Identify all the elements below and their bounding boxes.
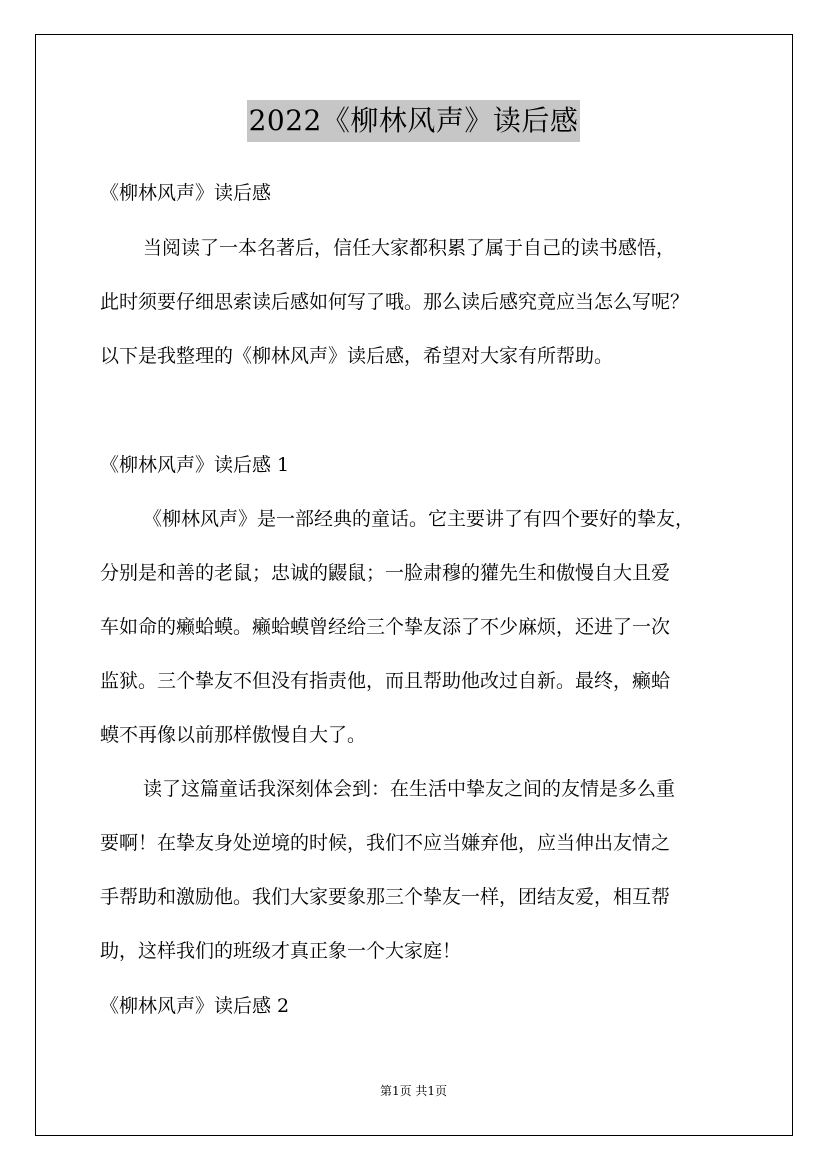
page-number: 第1页 共1页 bbox=[379, 1084, 448, 1098]
essay1-heading: 《柳林风声》读后感 1 bbox=[100, 454, 290, 476]
title-container bbox=[0, 100, 827, 142]
intro-line-3: 以下是我整理的《柳林风声》读后感，希望对大家有所帮助。 bbox=[100, 345, 614, 367]
essay1-para2-line-4: 助，这样我们的班级才真正象一个大家庭！ bbox=[100, 940, 462, 962]
essay1-para1-line-1: 《柳林风声》是一部经典的童话。它主要讲了有四个要好的挚友， bbox=[143, 508, 695, 530]
essay1-para1-line-4: 监狱。三个挚友不但没有指责他，而且帮助他改过自新。最终，癞蛤 bbox=[100, 670, 671, 692]
essay1-para1-line-5: 蟆不再像以前那样傲慢自大了。 bbox=[100, 724, 367, 746]
essay1-para2-line-1: 读了这篇童话我深刻体会到：在生活中挚友之间的友情是多么重 bbox=[143, 778, 676, 800]
intro-line-2: 此时须要仔细思索读后感如何写了哦。那么读后感究竟应当怎么写呢？ bbox=[100, 291, 690, 313]
essay2-heading: 《柳林风声》读后感 2 bbox=[100, 995, 290, 1017]
intro-heading: 《柳林风声》读后感 bbox=[100, 182, 272, 204]
essay1-para2-line-3: 手帮助和激励他。我们大家要象那三个挚友一样，团结友爱，相互帮 bbox=[100, 886, 671, 908]
intro-line-1: 当阅读了一本名著后，信任大家都积累了属于自己的读书感悟， bbox=[143, 237, 676, 259]
document-title: 2022《柳林风声》读后感 bbox=[247, 100, 581, 142]
essay1-para2-line-2: 要啊！在挚友身处逆境的时候，我们不应当嫌弃他，应当伸出友情之 bbox=[100, 832, 671, 854]
essay1-para1-line-2: 分别是和善的老鼠；忠诚的鼹鼠；一脸肃穆的獾先生和傲慢自大且爱 bbox=[100, 562, 671, 584]
essay1-para1-line-3: 车如命的癞蛤蟆。癞蛤蟆曾经给三个挚友添了不少麻烦，还进了一次 bbox=[100, 616, 671, 638]
